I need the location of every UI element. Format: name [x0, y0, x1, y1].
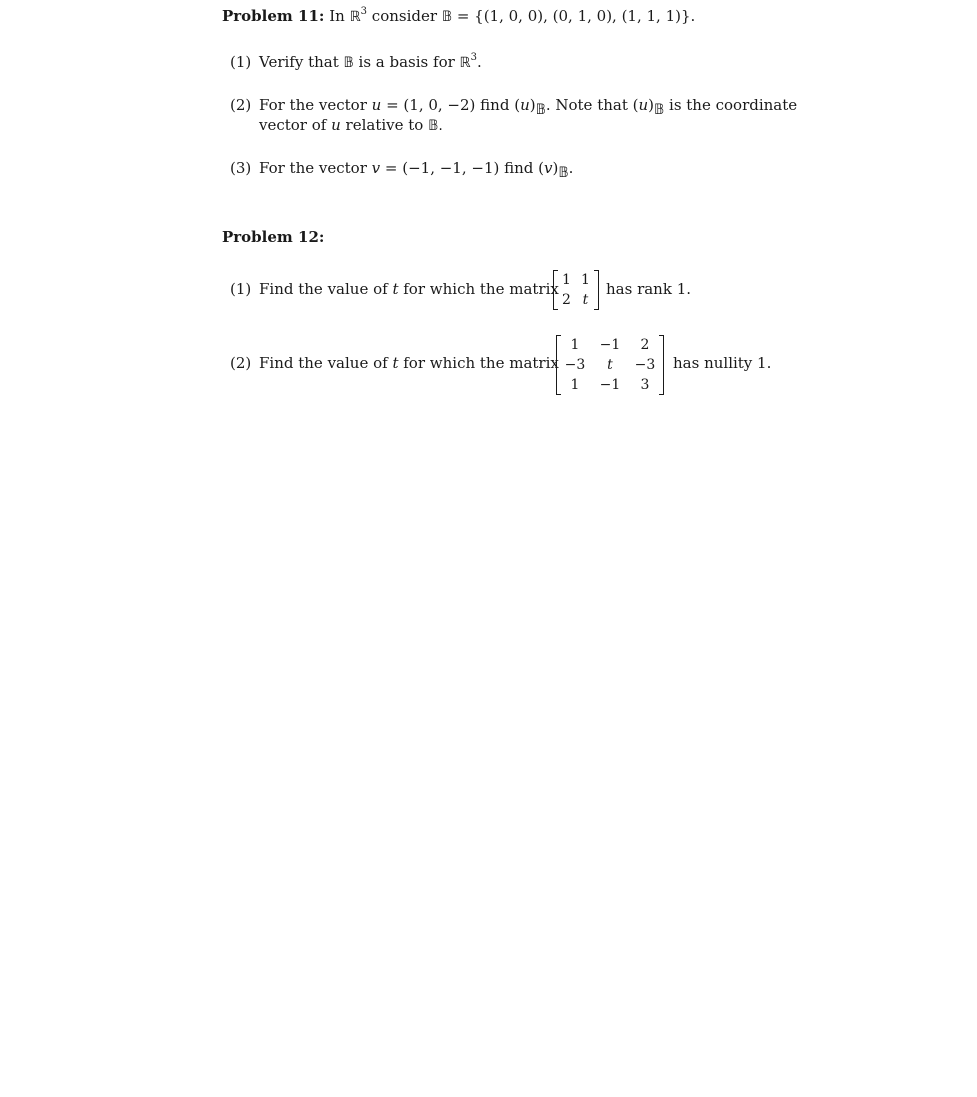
matrix-cell: −1	[599, 337, 621, 353]
matrix-cell: 1	[570, 377, 580, 393]
matrix-cell: 1	[570, 337, 580, 353]
matrix-cell: 1	[581, 272, 590, 288]
problem-11-item-2-line-2: vector of u relative to 𝔹.	[259, 116, 443, 134]
matrix-cell: −3	[634, 357, 656, 373]
problem-12-item-1-suffix: has rank 1.	[606, 280, 692, 298]
item-number: (2)	[230, 354, 252, 372]
matrix-cell: t	[582, 292, 589, 308]
problem-11-item-3-text: For the vector v = (−1, −1, −1) find $(v)_𝔹$.	[259, 159, 574, 181]
matrix-cell: 2	[562, 292, 571, 308]
matrix-3x3	[556, 335, 664, 395]
problem-11-item-1-text: Verify that 𝔹 is a basis for ℝ$^3$.	[259, 52, 482, 71]
item-number: (1)	[230, 53, 252, 71]
problem-11-item-1	[230, 55, 251, 70]
matrix-3x3-entries	[560, 335, 660, 395]
matrix-2x2-entries	[557, 270, 595, 310]
matrix-cell: −1	[599, 377, 621, 393]
matrix-cell: 3	[640, 377, 650, 393]
item-number: (2)	[230, 96, 252, 114]
problem-12-item-1	[230, 282, 251, 297]
problem-11-label: Problem 11:	[222, 7, 325, 25]
item-number: (1)	[230, 280, 252, 298]
problem-12-item-2-suffix: has nullity 1.	[673, 354, 772, 372]
matrix-2x2	[553, 270, 599, 310]
matrix-cell: −3	[564, 357, 586, 373]
problem-11-item-2	[230, 98, 251, 113]
problem-12-label: Problem 12:	[222, 228, 325, 246]
problem-12-item-1-text: Find the value of t for which the matrix	[259, 280, 559, 298]
problem-11-statement: Problem 11: In ℝ$^3$ consider 𝔹 = {(1, 0, 0), (0, 1, 0), (1, 1, 1)}.	[222, 6, 696, 25]
matrix-cell: 2	[640, 337, 650, 353]
problem-11-item-2-line-1: For the vector u = (1, 0, −2) find $(u)_𝔹$. Note that $(u)_𝔹$ is the coordinate	[259, 96, 798, 118]
matrix-cell: t	[607, 357, 613, 373]
matrix-cell: 1	[562, 272, 571, 288]
problem-12-item-2-text: Find the value of t for which the matrix	[259, 354, 559, 372]
item-number: (3)	[230, 159, 252, 177]
problem-12-item-2	[230, 356, 251, 371]
problem-11-item-3	[230, 161, 251, 176]
